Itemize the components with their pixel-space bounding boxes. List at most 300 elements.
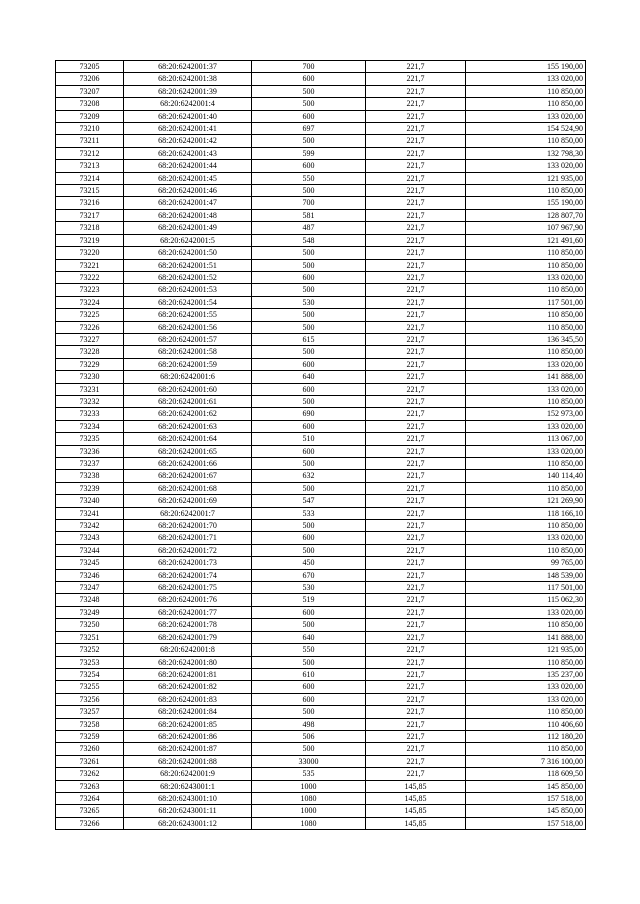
amount-cell: 110 850,00 — [466, 259, 586, 271]
cadastral-number-cell: 68:20:6242001:8 — [124, 644, 252, 656]
table-row — [56, 197, 586, 209]
cadastral-number-cell: 68:20:6242001:9 — [124, 768, 252, 780]
row-number-cell: 73220 — [56, 247, 124, 259]
cadastral-number-cell: 68:20:6242001:80 — [124, 656, 252, 668]
cadastral-number-cell: 68:20:6242001:64 — [124, 433, 252, 445]
cadastral-number-cell: 68:20:6243001:11 — [124, 805, 252, 817]
cadastral-number-cell: 68:20:6242001:70 — [124, 520, 252, 532]
cadastral-number-cell: 68:20:6242001:52 — [124, 271, 252, 283]
table-body — [56, 61, 586, 830]
cadastral-number-cell: 68:20:6242001:45 — [124, 172, 252, 184]
table-row — [56, 594, 586, 606]
rate-cell: 221,7 — [366, 582, 466, 594]
cadastral-number-cell: 68:20:6242001:58 — [124, 346, 252, 358]
rate-cell: 221,7 — [366, 135, 466, 147]
amount-cell: 133 020,00 — [466, 693, 586, 705]
table-row — [56, 730, 586, 742]
row-number-cell: 73240 — [56, 495, 124, 507]
table-row — [56, 631, 586, 643]
cadastral-number-cell: 68:20:6242001:39 — [124, 85, 252, 97]
table-row — [56, 73, 586, 85]
cadastral-number-cell: 68:20:6242001:40 — [124, 110, 252, 122]
cadastral-number-cell: 68:20:6242001:53 — [124, 284, 252, 296]
area-cell: 500 — [252, 284, 366, 296]
row-number-cell: 73210 — [56, 123, 124, 135]
table-row — [56, 433, 586, 445]
row-number-cell: 73257 — [56, 706, 124, 718]
amount-cell: 145 850,00 — [466, 780, 586, 792]
cadastral-number-cell: 68:20:6242001:67 — [124, 470, 252, 482]
rate-cell: 221,7 — [366, 706, 466, 718]
table-row — [56, 458, 586, 470]
table-row — [56, 358, 586, 370]
table-row — [56, 520, 586, 532]
table-row — [56, 544, 586, 556]
amount-cell: 115 062,30 — [466, 594, 586, 606]
rate-cell: 221,7 — [366, 606, 466, 618]
area-cell: 498 — [252, 718, 366, 730]
row-number-cell: 73213 — [56, 160, 124, 172]
amount-cell: 133 020,00 — [466, 606, 586, 618]
table-row — [56, 817, 586, 829]
area-cell: 500 — [252, 520, 366, 532]
table-row — [56, 333, 586, 345]
amount-cell: 133 020,00 — [466, 358, 586, 370]
cadastral-number-cell: 68:20:6242001:55 — [124, 309, 252, 321]
amount-cell: 154 524,90 — [466, 123, 586, 135]
table-row — [56, 309, 586, 321]
rate-cell: 221,7 — [366, 333, 466, 345]
area-cell: 697 — [252, 123, 366, 135]
row-number-cell: 73259 — [56, 730, 124, 742]
cadastral-number-cell: 68:20:6242001:72 — [124, 544, 252, 556]
table-row — [56, 420, 586, 432]
area-cell: 600 — [252, 271, 366, 283]
table-row — [56, 780, 586, 792]
row-number-cell: 73231 — [56, 383, 124, 395]
row-number-cell: 73209 — [56, 110, 124, 122]
row-number-cell: 73264 — [56, 792, 124, 804]
row-number-cell: 73248 — [56, 594, 124, 606]
amount-cell: 110 850,00 — [466, 346, 586, 358]
area-cell: 500 — [252, 247, 366, 259]
cadastral-number-cell: 68:20:6242001:62 — [124, 408, 252, 420]
amount-cell: 157 518,00 — [466, 817, 586, 829]
table-row — [56, 247, 586, 259]
rate-cell: 221,7 — [366, 309, 466, 321]
area-cell: 615 — [252, 333, 366, 345]
row-number-cell: 73244 — [56, 544, 124, 556]
table-row — [56, 147, 586, 159]
table-row — [56, 209, 586, 221]
amount-cell: 110 850,00 — [466, 98, 586, 110]
row-number-cell: 73205 — [56, 61, 124, 73]
amount-cell: 110 850,00 — [466, 706, 586, 718]
cadastral-number-cell: 68:20:6243001:12 — [124, 817, 252, 829]
amount-cell: 110 850,00 — [466, 247, 586, 259]
amount-cell: 110 850,00 — [466, 743, 586, 755]
amount-cell: 133 020,00 — [466, 532, 586, 544]
rate-cell: 221,7 — [366, 507, 466, 519]
data-table — [55, 60, 586, 830]
amount-cell: 152 973,00 — [466, 408, 586, 420]
row-number-cell: 73261 — [56, 755, 124, 767]
rate-cell: 221,7 — [366, 408, 466, 420]
row-number-cell: 73222 — [56, 271, 124, 283]
row-number-cell: 73263 — [56, 780, 124, 792]
rate-cell: 221,7 — [366, 73, 466, 85]
rate-cell: 221,7 — [366, 644, 466, 656]
amount-cell: 110 850,00 — [466, 284, 586, 296]
rate-cell: 221,7 — [366, 61, 466, 73]
amount-cell: 110 850,00 — [466, 135, 586, 147]
rate-cell: 221,7 — [366, 371, 466, 383]
rate-cell: 221,7 — [366, 395, 466, 407]
row-number-cell: 73260 — [56, 743, 124, 755]
cadastral-number-cell: 68:20:6242001:60 — [124, 383, 252, 395]
amount-cell: 141 888,00 — [466, 371, 586, 383]
rate-cell: 221,7 — [366, 755, 466, 767]
area-cell: 33000 — [252, 755, 366, 767]
table-row — [56, 321, 586, 333]
amount-cell: 133 020,00 — [466, 271, 586, 283]
row-number-cell: 73249 — [56, 606, 124, 618]
rate-cell: 221,7 — [366, 98, 466, 110]
area-cell: 506 — [252, 730, 366, 742]
amount-cell: 107 967,90 — [466, 222, 586, 234]
area-cell: 600 — [252, 358, 366, 370]
table-row — [56, 445, 586, 457]
area-cell: 500 — [252, 259, 366, 271]
area-cell: 610 — [252, 668, 366, 680]
table-row — [56, 185, 586, 197]
cadastral-number-cell: 68:20:6242001:59 — [124, 358, 252, 370]
area-cell: 547 — [252, 495, 366, 507]
amount-cell: 110 406,60 — [466, 718, 586, 730]
table-row — [56, 644, 586, 656]
cadastral-number-cell: 68:20:6242001:7 — [124, 507, 252, 519]
rate-cell: 221,7 — [366, 569, 466, 581]
table-row — [56, 296, 586, 308]
row-number-cell: 73252 — [56, 644, 124, 656]
rate-cell: 221,7 — [366, 656, 466, 668]
table-row — [56, 681, 586, 693]
amount-cell: 110 850,00 — [466, 482, 586, 494]
area-cell: 500 — [252, 619, 366, 631]
cadastral-number-cell: 68:20:6242001:61 — [124, 395, 252, 407]
area-cell: 500 — [252, 98, 366, 110]
rate-cell: 221,7 — [366, 445, 466, 457]
row-number-cell: 73214 — [56, 172, 124, 184]
amount-cell: 110 850,00 — [466, 544, 586, 556]
amount-cell: 133 020,00 — [466, 73, 586, 85]
table-row — [56, 582, 586, 594]
amount-cell: 110 850,00 — [466, 185, 586, 197]
amount-cell: 121 491,60 — [466, 234, 586, 246]
cadastral-number-cell: 68:20:6242001:51 — [124, 259, 252, 271]
rate-cell: 221,7 — [366, 681, 466, 693]
row-number-cell: 73258 — [56, 718, 124, 730]
area-cell: 500 — [252, 309, 366, 321]
table-row — [56, 234, 586, 246]
rate-cell: 221,7 — [366, 668, 466, 680]
row-number-cell: 73255 — [56, 681, 124, 693]
row-number-cell: 73243 — [56, 532, 124, 544]
cadastral-number-cell: 68:20:6242001:44 — [124, 160, 252, 172]
area-cell: 500 — [252, 135, 366, 147]
rate-cell: 221,7 — [366, 147, 466, 159]
table-row — [56, 123, 586, 135]
rate-cell: 221,7 — [366, 544, 466, 556]
row-number-cell: 73224 — [56, 296, 124, 308]
table-row — [56, 718, 586, 730]
table-row — [56, 383, 586, 395]
rate-cell: 221,7 — [366, 222, 466, 234]
amount-cell: 121 935,00 — [466, 172, 586, 184]
cadastral-number-cell: 68:20:6242001:78 — [124, 619, 252, 631]
area-cell: 530 — [252, 296, 366, 308]
rate-cell: 221,7 — [366, 619, 466, 631]
row-number-cell: 73238 — [56, 470, 124, 482]
row-number-cell: 73230 — [56, 371, 124, 383]
table-row — [56, 110, 586, 122]
amount-cell: 117 501,00 — [466, 582, 586, 594]
amount-cell: 136 345,50 — [466, 333, 586, 345]
cadastral-number-cell: 68:20:6242001:71 — [124, 532, 252, 544]
table-row — [56, 222, 586, 234]
amount-cell: 110 850,00 — [466, 85, 586, 97]
amount-cell: 118 166,10 — [466, 507, 586, 519]
area-cell: 500 — [252, 321, 366, 333]
row-number-cell: 73235 — [56, 433, 124, 445]
table-row — [56, 470, 586, 482]
area-cell: 519 — [252, 594, 366, 606]
row-number-cell: 73242 — [56, 520, 124, 532]
table-row — [56, 569, 586, 581]
area-cell: 690 — [252, 408, 366, 420]
row-number-cell: 73206 — [56, 73, 124, 85]
cadastral-number-cell: 68:20:6242001:86 — [124, 730, 252, 742]
table-row — [56, 743, 586, 755]
table-row — [56, 495, 586, 507]
row-number-cell: 73226 — [56, 321, 124, 333]
area-cell: 700 — [252, 197, 366, 209]
table-row — [56, 284, 586, 296]
rate-cell: 221,7 — [366, 594, 466, 606]
cadastral-number-cell: 68:20:6242001:68 — [124, 482, 252, 494]
row-number-cell: 73246 — [56, 569, 124, 581]
cadastral-number-cell: 68:20:6242001:37 — [124, 61, 252, 73]
table-row — [56, 172, 586, 184]
area-cell: 500 — [252, 85, 366, 97]
cadastral-number-cell: 68:20:6242001:79 — [124, 631, 252, 643]
rate-cell: 221,7 — [366, 482, 466, 494]
table-row — [56, 557, 586, 569]
rate-cell: 145,85 — [366, 792, 466, 804]
cadastral-number-cell: 68:20:6242001:81 — [124, 668, 252, 680]
rate-cell: 221,7 — [366, 383, 466, 395]
amount-cell: 7 316 100,00 — [466, 755, 586, 767]
area-cell: 640 — [252, 371, 366, 383]
area-cell: 640 — [252, 631, 366, 643]
rate-cell: 221,7 — [366, 557, 466, 569]
area-cell: 500 — [252, 482, 366, 494]
cadastral-number-cell: 68:20:6242001:63 — [124, 420, 252, 432]
table-row — [56, 408, 586, 420]
amount-cell: 113 067,00 — [466, 433, 586, 445]
area-cell: 600 — [252, 420, 366, 432]
table-row — [56, 85, 586, 97]
rate-cell: 221,7 — [366, 420, 466, 432]
cadastral-number-cell: 68:20:6242001:57 — [124, 333, 252, 345]
table-row — [56, 606, 586, 618]
rate-cell: 221,7 — [366, 433, 466, 445]
amount-cell: 117 501,00 — [466, 296, 586, 308]
cadastral-number-cell: 68:20:6242001:41 — [124, 123, 252, 135]
rate-cell: 221,7 — [366, 730, 466, 742]
area-cell: 550 — [252, 644, 366, 656]
cadastral-number-cell: 68:20:6242001:5 — [124, 234, 252, 246]
amount-cell: 118 609,50 — [466, 768, 586, 780]
row-number-cell: 73232 — [56, 395, 124, 407]
cadastral-number-cell: 68:20:6242001:42 — [124, 135, 252, 147]
cadastral-number-cell: 68:20:6243001:10 — [124, 792, 252, 804]
rate-cell: 221,7 — [366, 520, 466, 532]
area-cell: 600 — [252, 160, 366, 172]
table-row — [56, 792, 586, 804]
rate-cell: 221,7 — [366, 532, 466, 544]
area-cell: 1000 — [252, 780, 366, 792]
rate-cell: 221,7 — [366, 172, 466, 184]
area-cell: 550 — [252, 172, 366, 184]
area-cell: 600 — [252, 73, 366, 85]
area-cell: 530 — [252, 582, 366, 594]
rate-cell: 221,7 — [366, 693, 466, 705]
rate-cell: 221,7 — [366, 743, 466, 755]
rate-cell: 221,7 — [366, 458, 466, 470]
area-cell: 500 — [252, 706, 366, 718]
cadastral-number-cell: 68:20:6242001:82 — [124, 681, 252, 693]
amount-cell: 133 020,00 — [466, 681, 586, 693]
cadastral-number-cell: 68:20:6242001:49 — [124, 222, 252, 234]
rate-cell: 221,7 — [366, 234, 466, 246]
cadastral-number-cell: 68:20:6242001:56 — [124, 321, 252, 333]
area-cell: 500 — [252, 458, 366, 470]
row-number-cell: 73234 — [56, 420, 124, 432]
table-row — [56, 160, 586, 172]
rate-cell: 221,7 — [366, 631, 466, 643]
table-row — [56, 482, 586, 494]
table-row — [56, 693, 586, 705]
area-cell: 632 — [252, 470, 366, 482]
area-cell: 700 — [252, 61, 366, 73]
table-row — [56, 346, 586, 358]
area-cell: 500 — [252, 544, 366, 556]
cadastral-number-cell: 68:20:6242001:6 — [124, 371, 252, 383]
rate-cell: 221,7 — [366, 110, 466, 122]
cadastral-number-cell: 68:20:6242001:54 — [124, 296, 252, 308]
amount-cell: 133 020,00 — [466, 383, 586, 395]
amount-cell: 112 180,20 — [466, 730, 586, 742]
amount-cell: 133 020,00 — [466, 420, 586, 432]
row-number-cell: 73212 — [56, 147, 124, 159]
rate-cell: 221,7 — [366, 358, 466, 370]
amount-cell: 121 935,00 — [466, 644, 586, 656]
cadastral-number-cell: 68:20:6242001:69 — [124, 495, 252, 507]
row-number-cell: 73211 — [56, 135, 124, 147]
row-number-cell: 73262 — [56, 768, 124, 780]
cadastral-number-cell: 68:20:6242001:46 — [124, 185, 252, 197]
cadastral-number-cell: 68:20:6242001:83 — [124, 693, 252, 705]
table-row — [56, 706, 586, 718]
cadastral-number-cell: 68:20:6242001:47 — [124, 197, 252, 209]
row-number-cell: 73227 — [56, 333, 124, 345]
amount-cell: 110 850,00 — [466, 395, 586, 407]
area-cell: 533 — [252, 507, 366, 519]
rate-cell: 221,7 — [366, 284, 466, 296]
area-cell: 450 — [252, 557, 366, 569]
cadastral-number-cell: 68:20:6242001:74 — [124, 569, 252, 581]
amount-cell: 133 020,00 — [466, 445, 586, 457]
row-number-cell: 73241 — [56, 507, 124, 519]
area-cell: 548 — [252, 234, 366, 246]
area-cell: 500 — [252, 346, 366, 358]
rate-cell: 145,85 — [366, 805, 466, 817]
amount-cell: 140 114,40 — [466, 470, 586, 482]
amount-cell: 155 190,00 — [466, 197, 586, 209]
row-number-cell: 73247 — [56, 582, 124, 594]
cadastral-number-cell: 68:20:6242001:38 — [124, 73, 252, 85]
cadastral-number-cell: 68:20:6242001:85 — [124, 718, 252, 730]
amount-cell: 110 850,00 — [466, 458, 586, 470]
area-cell: 600 — [252, 110, 366, 122]
rate-cell: 221,7 — [366, 296, 466, 308]
amount-cell: 145 850,00 — [466, 805, 586, 817]
row-number-cell: 73233 — [56, 408, 124, 420]
table-row — [56, 768, 586, 780]
row-number-cell: 73239 — [56, 482, 124, 494]
table-row — [56, 395, 586, 407]
row-number-cell: 73208 — [56, 98, 124, 110]
table-row — [56, 619, 586, 631]
amount-cell: 121 269,90 — [466, 495, 586, 507]
area-cell: 581 — [252, 209, 366, 221]
table-row — [56, 259, 586, 271]
amount-cell: 110 850,00 — [466, 321, 586, 333]
cadastral-number-cell: 68:20:6242001:73 — [124, 557, 252, 569]
rate-cell: 221,7 — [366, 247, 466, 259]
table-row — [56, 507, 586, 519]
rate-cell: 221,7 — [366, 495, 466, 507]
table-row — [56, 135, 586, 147]
rate-cell: 221,7 — [366, 160, 466, 172]
table-row — [56, 371, 586, 383]
cadastral-number-cell: 68:20:6242001:66 — [124, 458, 252, 470]
row-number-cell: 73265 — [56, 805, 124, 817]
amount-cell: 133 020,00 — [466, 110, 586, 122]
row-number-cell: 73236 — [56, 445, 124, 457]
amount-cell: 132 798,30 — [466, 147, 586, 159]
cadastral-number-cell: 68:20:6242001:48 — [124, 209, 252, 221]
row-number-cell: 73215 — [56, 185, 124, 197]
amount-cell: 110 850,00 — [466, 619, 586, 631]
rate-cell: 221,7 — [366, 470, 466, 482]
rate-cell: 221,7 — [366, 197, 466, 209]
table-row — [56, 61, 586, 73]
amount-cell: 99 765,00 — [466, 557, 586, 569]
area-cell: 535 — [252, 768, 366, 780]
amount-cell: 110 850,00 — [466, 520, 586, 532]
